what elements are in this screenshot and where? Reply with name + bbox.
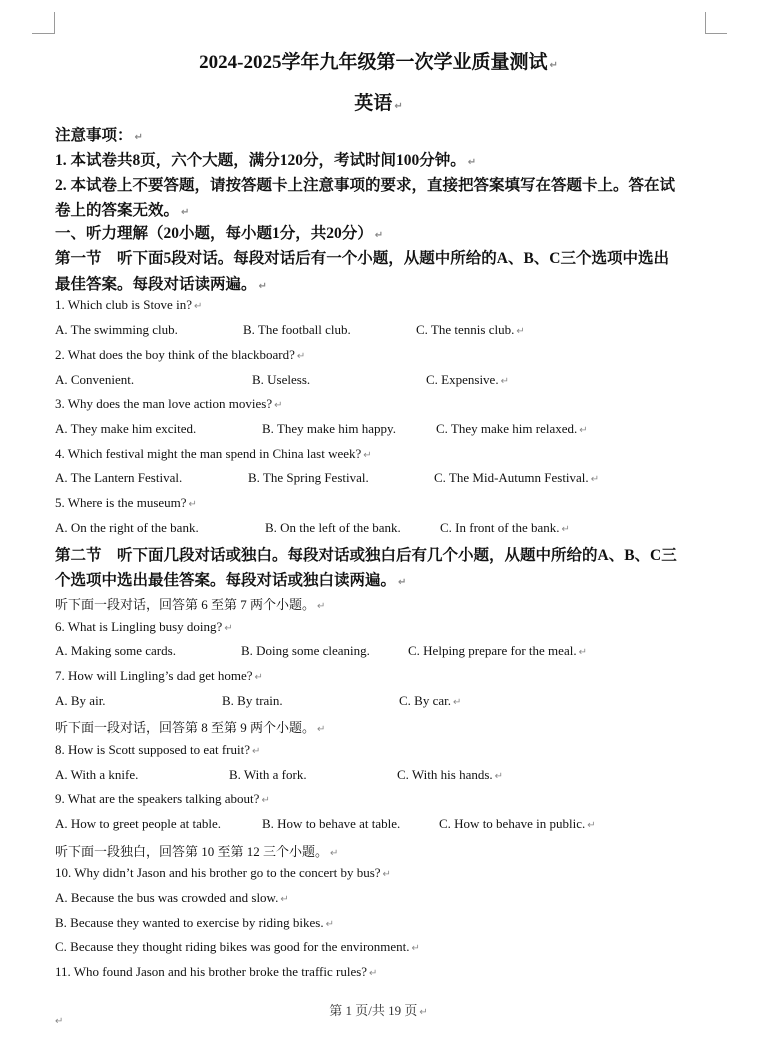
question: 5. Where is the museum? ↵ (55, 495, 197, 510)
part-instruction-cont: 个选项中选出最佳答案。每段对话或独白读两遍。 ↵ (55, 572, 407, 589)
option-c: C. In front of the bank. ↵ (440, 520, 570, 535)
option-a: A. The swimming club. (55, 322, 178, 337)
option-b: B. The Spring Festival. (248, 470, 369, 485)
option-c: C. They make him relaxed. ↵ (436, 421, 588, 436)
option-a: A. How to greet people at table. (55, 816, 222, 831)
option-a: A. Because the bus was crowded and slow. ↵ (55, 890, 289, 905)
notes-item: 2. 本试卷上不要答题，请按答题卡上注意事项的要求，直接把答案填写在答题卡上。答在试 (55, 177, 676, 194)
question: 1. Which club is Stove in? ↵ (55, 297, 203, 312)
crop-mark (705, 12, 706, 34)
option-a: A. The Lantern Festival. (55, 470, 183, 485)
option-b: B. Because they wanted to exercise by riding bikes. ↵ (55, 915, 334, 930)
option-c: C. The Mid-Autumn Festival. ↵ (434, 470, 600, 485)
option-c: C. By car. ↵ (399, 693, 462, 708)
section-heading: 一、听力理解（20小题，每小题1分，共20分） ↵ (55, 225, 384, 242)
option-c: C. Expensive. ↵ (426, 372, 509, 387)
page-title: 2024-2025学年九年级第一次学业质量测试 ↵ (199, 52, 558, 73)
notes-item: 1. 本试卷共8页，六个大题，满分120分，考试时间100分钟。 ↵ (55, 152, 477, 169)
question: 8. How is Scott supposed to eat fruit? ↵ (55, 742, 261, 757)
paragraph-mark: ↵ (394, 101, 403, 112)
option-a: A. By air. (55, 693, 106, 708)
paragraph-mark: ↵ (55, 1016, 64, 1027)
option-c: C. With his hands. ↵ (397, 767, 504, 782)
option-b: B. By train. (222, 693, 283, 708)
crop-mark (705, 33, 727, 34)
notes-item-cont: 卷上的答案无效。 ↵ (55, 202, 190, 219)
notes-heading: 注意事项： ↵ (55, 127, 143, 144)
subject-title: 英语 ↵ (354, 93, 403, 114)
option-b: B. How to behave at table. (262, 816, 401, 831)
part-instruction: 第一节 听下面5段对话。每段对话后有一个小题，从题中所给的A、B、C三个选项中选出 (55, 250, 669, 267)
part-instruction: 第二节 听下面几段对话或独白。每段对话或独白后有几个小题，从题中所给的A、B、C三 (55, 547, 677, 564)
option-b: B. Doing some cleaning. (241, 643, 370, 658)
page-number: 第 1 页/共 19 页 ↵ (329, 1003, 428, 1018)
option-c: C. The tennis club. ↵ (416, 322, 525, 337)
option-b: B. On the left of the bank. (265, 520, 401, 535)
option-b: B. They make him happy. (262, 421, 396, 436)
crop-mark (54, 12, 55, 34)
part-instruction-cont: 最佳答案。每段对话读两遍。 ↵ (55, 276, 267, 293)
option-a: A. They make him excited. (55, 421, 197, 436)
question: 6. What is Lingling busy doing? ↵ (55, 619, 233, 634)
listening-instruction: 听下面一段对话，回答第 6 至第 7 两个小题。 ↵ (55, 597, 326, 612)
paragraph-mark: ↵ (549, 60, 558, 71)
listening-instruction: 听下面一段对话，回答第 8 至第 9 两个小题。 ↵ (55, 720, 326, 735)
question: 7. How will Lingling’s dad get home? ↵ (55, 668, 263, 683)
option-c: C. Helping prepare for the meal. ↵ (408, 643, 587, 658)
option-c: C. Because they thought riding bikes was good for the environment. ↵ (55, 939, 420, 954)
listening-instruction: 听下面一段独白，回答第 10 至第 12 三个小题。 ↵ (55, 844, 339, 859)
question: 11. Who found Jason and his brother broke the traffic rules? ↵ (55, 964, 378, 979)
option-c: C. How to behave in public. ↵ (439, 816, 596, 831)
option-a: A. Making some cards. (55, 643, 176, 658)
option-b: B. With a fork. (229, 767, 307, 782)
question: 9. What are the speakers talking about? ↵ (55, 791, 270, 806)
crop-mark (32, 33, 54, 34)
question: 4. Which festival might the man spend in China last week? ↵ (55, 446, 372, 461)
question: 10. Why didn’t Jason and his brother go to the concert by bus? ↵ (55, 865, 391, 880)
option-b: B. Useless. (252, 372, 311, 387)
option-a: A. Convenient. (55, 372, 135, 387)
question: 3. Why does the man love action movies? ↵ (55, 396, 283, 411)
option-a: A. On the right of the bank. (55, 520, 199, 535)
option-a: A. With a knife. (55, 767, 139, 782)
option-b: B. The football club. (243, 322, 351, 337)
question: 2. What does the boy think of the blackboard? ↵ (55, 347, 306, 362)
